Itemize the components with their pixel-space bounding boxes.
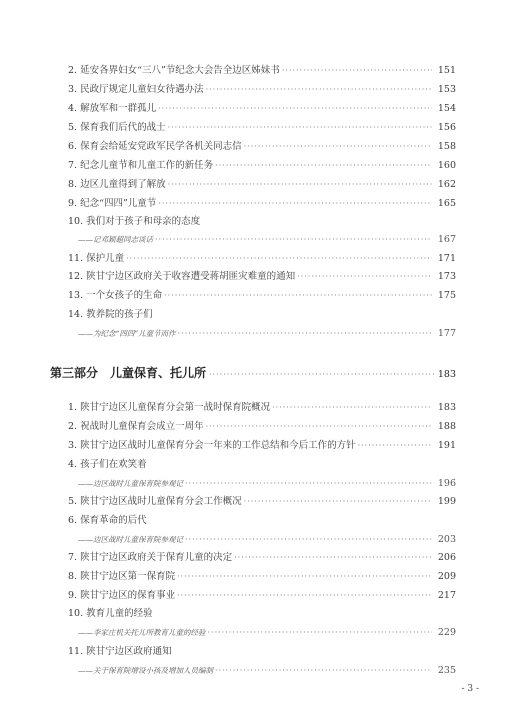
toc-entry-page: 217 [437,590,456,601]
leader-dots [168,179,432,191]
toc-entry-title: 6. 保育会给延安党政军民学各机关同志信 [68,141,242,152]
leader-dots [244,496,432,508]
toc-entry-subtitle-line [78,234,456,246]
toc-entry [68,496,456,508]
leader-dots [178,328,432,340]
leader-dots [158,103,432,115]
toc-entry-page: 235 [437,665,456,676]
toc-entry [68,290,456,302]
toc-entry-subtitle-line [78,328,456,340]
toc-entry [68,198,456,210]
toc-entry-subtitle-line [78,627,456,639]
leader-dots [244,141,432,153]
toc-entry-page: 196 [437,478,456,489]
toc-entry [68,84,456,96]
toc-entry-title: 10. 我们对于孩子和母亲的态度 [68,216,201,227]
toc-entry-title: 6. 保育革命的后代 [68,515,147,526]
toc-entry-subtitle-line [78,665,456,677]
toc-entry-page: 183 [437,402,456,413]
leader-dots [177,571,432,583]
toc-entry-title: 7. 纪念儿童节和儿童工作的新任务 [68,160,214,171]
leader-dots [158,198,432,210]
toc-entry [68,552,456,564]
toc-entry-page: 209 [437,571,456,582]
toc-entry-page: 229 [437,627,456,638]
toc-entry-title: 1. 陕甘宁边区儿童保育分会第一战时保育院概况 [68,402,271,413]
leader-dots [155,234,432,246]
toc-entry-title: 9. 陕甘宁边区的保育事业 [68,590,176,601]
toc-entry-title: 4. 孩子们在欢笑着 [68,459,147,470]
toc-entry-title: 8. 边区儿童得到了解放 [68,179,166,190]
toc-entry-title: 14. 教养院的孩子们 [68,309,153,320]
toc-entry-title: 12. 陕甘宁边区政府关于收容遭受蒋胡匪灾难童的通知 [68,271,296,282]
toc-entry-subtitle-line [78,534,456,546]
toc-entry-page: 173 [437,271,456,282]
leader-dots [209,370,435,379]
toc-entry [68,253,456,265]
toc-entry-page: 154 [437,103,456,114]
toc-entry-subtitle: ——边区战时儿童保育院参观记 [78,479,183,488]
toc-entry-subtitle: ——李家庄机关托儿所教育儿童的经验 [78,628,206,637]
toc-entry-title: 13. 一个女孩子的生命 [68,290,163,301]
toc-entry-title: 3. 民政厅规定儿童妇女待遇办法 [68,84,204,95]
toc-entry-title: 11. 陕甘宁边区政府通知 [68,646,172,657]
toc-entry [68,179,456,191]
toc-entry-page: 151 [437,65,456,76]
toc-entry-title: 10. 教育儿童的经验 [68,608,153,619]
toc-entry-title: 4. 解放军和一群孤儿 [68,103,157,114]
toc-entry-page: 165 [437,198,456,209]
toc-entry-title: 5. 陕甘宁边区战时儿童保育分会工作概况 [68,496,242,507]
section-page: 183 [437,369,456,380]
toc-entry-subtitle: ——记邓颖超同志谈话 [78,235,153,244]
toc-entry-page: 191 [437,440,456,451]
toc-entry-title: 8. 陕甘宁边区第一保育院 [68,571,176,582]
toc-entry [68,402,456,414]
section-title: 第三部分 儿童保育、托儿所 [50,366,207,380]
toc-entry-subtitle: ——为纪念“四四”儿童节而作 [78,329,176,338]
toc-entry-subtitle: ——边区战时儿童保育院参观记 [78,535,183,544]
toc-entry [68,440,456,452]
toc-entry-title: 7. 陕甘宁边区政府关于保育儿童的决定 [68,552,233,563]
toc-entry-title: 5. 保育我们后代的战士 [68,122,166,133]
toc-entry-title: 2. 延安各界妇女“三八”节纪念大会告全边区姊妹书 [68,65,280,76]
leader-dots [185,478,432,490]
leader-dots [185,534,432,546]
toc-entry [68,160,456,172]
leader-dots [206,84,432,96]
toc-entry-page: 206 [437,552,456,563]
toc-entry-page: 177 [437,328,456,339]
leader-dots [272,402,432,414]
toc-entry-title: 2. 祝战时儿童保育会成立一周年 [68,421,204,432]
leader-dots [164,290,432,302]
toc-entry-page: 162 [437,179,456,190]
leader-dots [168,122,432,134]
toc-entry-page: 160 [437,160,456,171]
leader-dots [234,552,432,564]
leader-dots [297,271,432,283]
toc-entry-page: 175 [437,290,456,301]
toc-entry [68,141,456,153]
toc-entry [68,122,456,134]
leader-dots [177,590,432,602]
toc-entry-page: 199 [437,496,456,507]
toc-entry [68,103,456,115]
toc-entry-page: 167 [437,234,456,245]
leader-dots [215,665,432,677]
toc-entry-title: 3. 陕甘宁边区战时儿童保育分会一年来的工作总结和今后工作的方针 [68,440,356,451]
toc-entry [68,421,456,433]
leader-dots [206,421,432,433]
leader-dots [126,253,432,265]
page-number: - 3 - [461,684,479,694]
toc-entry [68,571,456,583]
toc-entry-page: 158 [437,141,456,152]
leader-dots [215,160,432,172]
section-heading [50,364,456,381]
toc-entry-title: 9. 纪念“四四”儿童节 [68,198,157,209]
toc-entry [68,271,456,283]
toc-entry [68,590,456,602]
toc-entry [68,65,456,77]
leader-dots [208,627,433,639]
toc-entry-subtitle: ——关于保育院增设小孩及增加人员编制 [78,666,213,675]
toc-entry-page: 188 [437,421,456,432]
toc-entry-page: 171 [437,253,456,264]
toc-entry-page: 203 [437,534,456,545]
leader-dots [282,65,432,77]
leader-dots [358,440,432,452]
toc-entry-page: 156 [437,122,456,133]
toc-entry-page: 153 [437,84,456,95]
toc-entry-title: 11. 保护儿童 [68,253,125,264]
toc-entry-subtitle-line [78,478,456,490]
